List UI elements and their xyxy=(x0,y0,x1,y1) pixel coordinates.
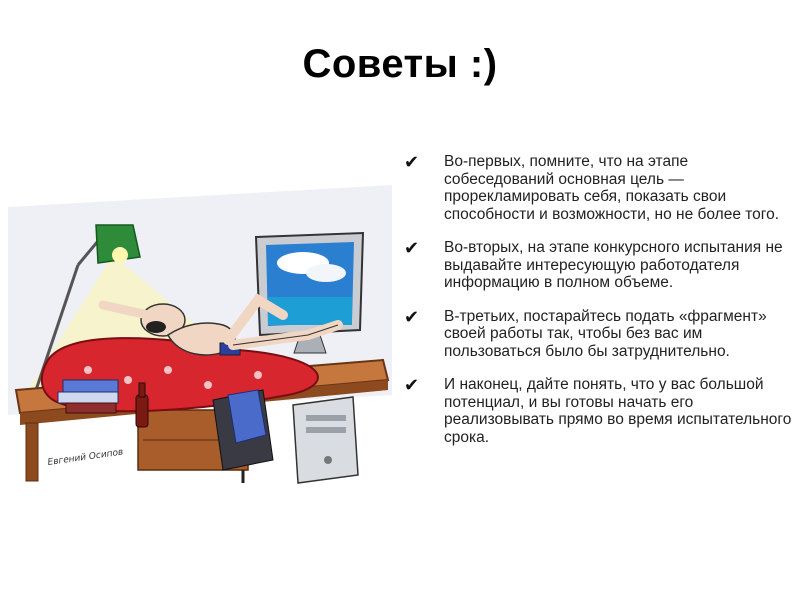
checkmark-icon: ✔ xyxy=(404,306,420,327)
checkmark-icon: ✔ xyxy=(404,238,420,258)
artist-signature: Евгений Осипов xyxy=(47,447,124,468)
tip-item xyxy=(400,153,792,223)
tip-text: И наконец, дайте понять, что у вас большой потенциал, и вы готовы начать его реализовывать прямо во время испытательного срока. xyxy=(444,376,792,446)
tip-item xyxy=(400,239,792,292)
cartoon-illustration xyxy=(8,185,392,485)
tip-item xyxy=(400,376,792,446)
books-stack xyxy=(58,380,118,413)
checkmark-icon: ✔ xyxy=(404,375,420,395)
tip-item xyxy=(400,308,792,361)
tips-list xyxy=(400,153,792,462)
slide-title: Советы :) xyxy=(302,42,498,86)
tip-text: В-третьих, постарайтесь подать «фрагмент» своей работы так, чтобы без вас им пользоваться было бы затруднительно. xyxy=(444,307,767,360)
pc-tower-icon xyxy=(293,397,358,483)
tip-text: Во-первых, помните, что на этапе собеседований основная цель — прорекламировать себя, показать свои способности и возможности, но не более того. xyxy=(444,153,780,223)
checkmark-icon: ✔ xyxy=(404,152,420,172)
tip-text: Во-вторых, на этапе конкурсного испытания не выдавайте интересующую работодателя информацию в полном объеме. xyxy=(444,239,783,291)
